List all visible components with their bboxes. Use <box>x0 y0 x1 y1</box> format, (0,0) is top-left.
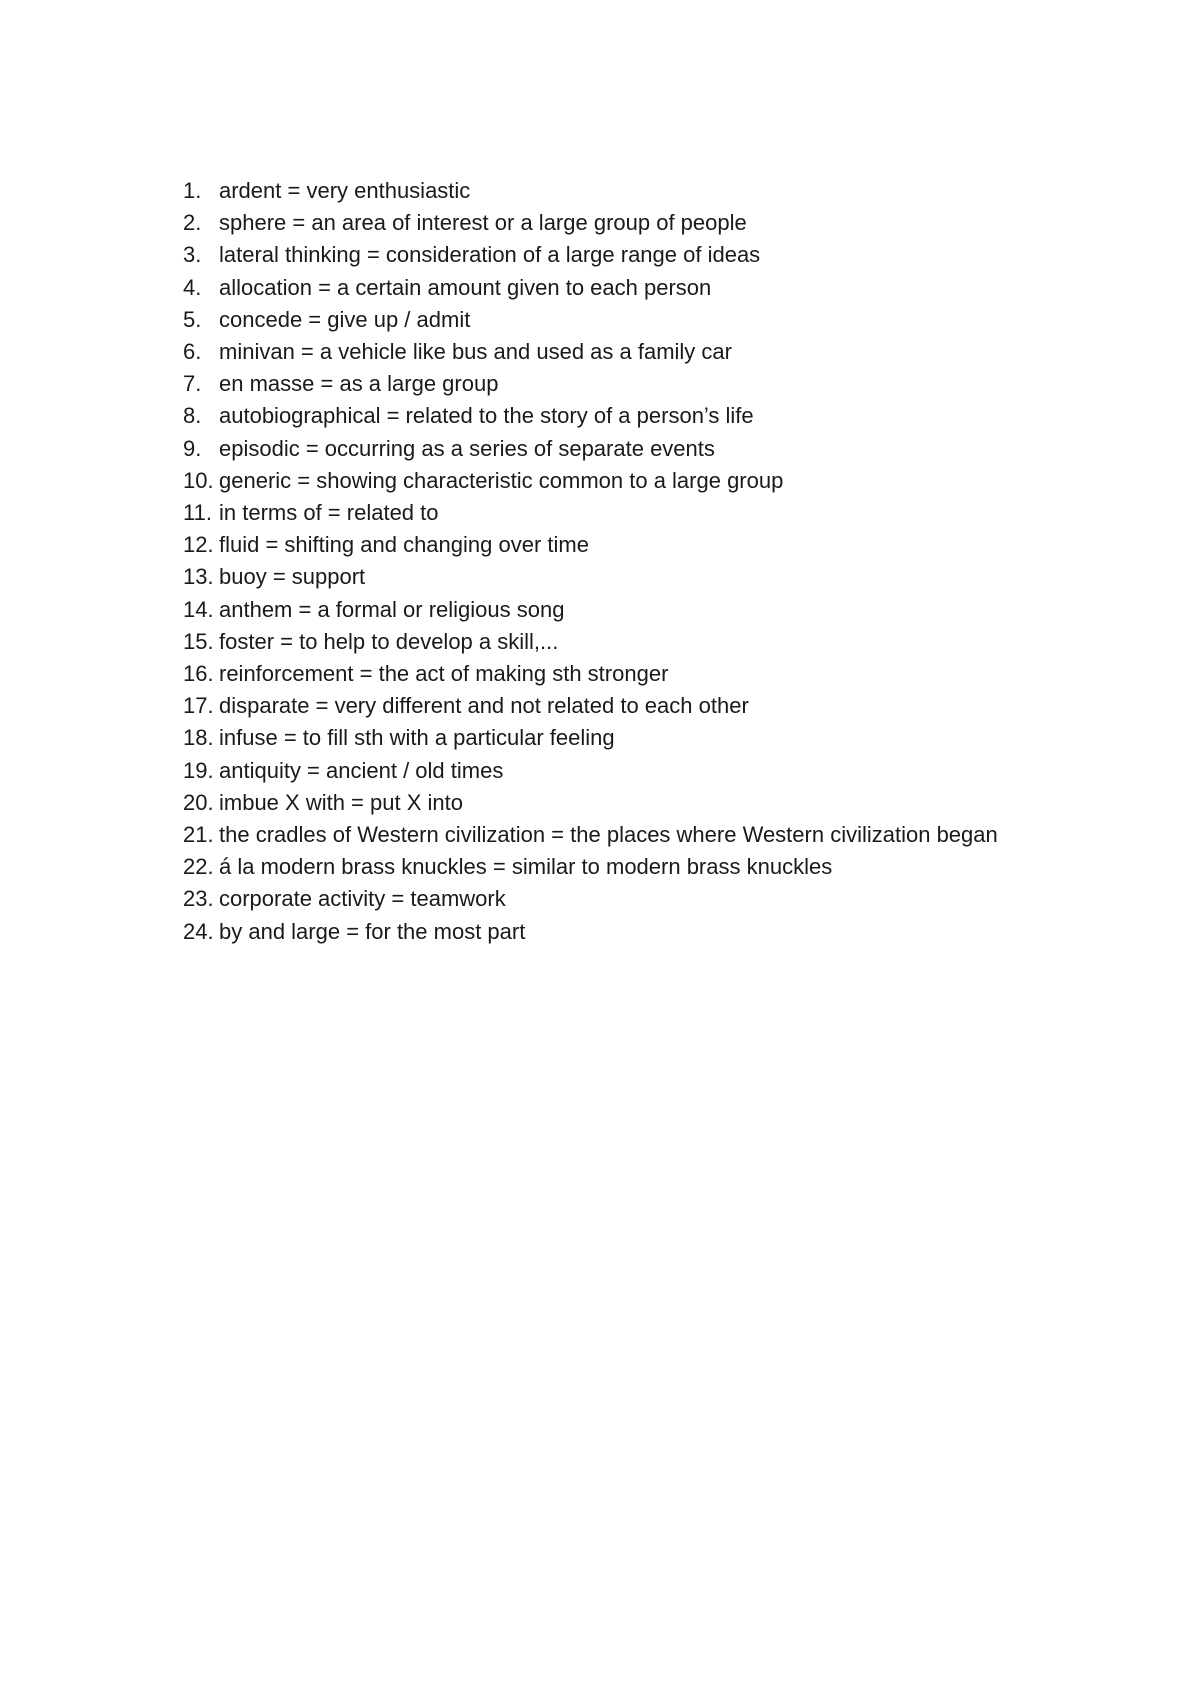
vocabulary-list <box>183 175 1063 948</box>
item-text: the cradles of Western civilization = the places where Western civilization began <box>219 822 998 848</box>
item-number: 7. <box>183 371 202 397</box>
item-text: reinforcement = the act of making sth stronger <box>219 661 669 687</box>
list-item <box>183 819 1063 851</box>
item-text: minivan = a vehicle like bus and used as a family car <box>219 339 732 365</box>
item-text: á la modern brass knuckles = similar to modern brass knuckles <box>219 854 833 880</box>
item-number: 17. <box>183 693 214 719</box>
item-text: autobiographical = related to the story of a person’s life <box>219 403 754 429</box>
item-text: en masse = as a large group <box>219 371 499 397</box>
item-text: corporate activity = teamwork <box>219 886 506 912</box>
list-item <box>183 207 1063 239</box>
list-item <box>183 433 1063 465</box>
list-item <box>183 851 1063 883</box>
item-text: concede = give up / admit <box>219 306 471 332</box>
item-number: 2. <box>183 210 202 236</box>
item-number: 3. <box>183 242 202 268</box>
item-text: imbue X with = put X into <box>219 789 463 815</box>
list-item <box>183 755 1063 787</box>
list-item <box>183 368 1063 400</box>
list-item <box>183 304 1063 336</box>
item-number: 19. <box>183 757 214 783</box>
list-item <box>183 787 1063 819</box>
list-item <box>183 497 1063 529</box>
list-item <box>183 400 1063 432</box>
list-item <box>183 916 1063 948</box>
item-number: 1. <box>183 178 202 203</box>
item-text: foster = to help to develop a skill,... <box>219 628 559 654</box>
list-item <box>183 883 1063 915</box>
item-number: 11. <box>183 500 212 526</box>
item-number: 20. <box>183 789 214 815</box>
item-number: 5. <box>183 306 202 332</box>
list-item <box>183 336 1063 368</box>
item-number: 10. <box>183 467 214 493</box>
list-item <box>183 690 1063 722</box>
list-item <box>183 239 1063 271</box>
item-number: 22. <box>183 854 214 880</box>
list-item <box>183 626 1063 658</box>
item-number: 18. <box>183 725 214 751</box>
item-number: 23. <box>183 886 214 912</box>
item-text: buoy = support <box>219 564 366 590</box>
item-text: infuse = to fill sth with a particular feeling <box>219 725 615 751</box>
item-text: disparate = very different and not related to each other <box>219 693 749 719</box>
list-item <box>183 594 1063 626</box>
list-item <box>183 175 1063 207</box>
item-text: anthem = a formal or religious song <box>219 596 565 622</box>
item-text: generic = showing characteristic common to a large group <box>219 467 784 493</box>
item-text: lateral thinking = consideration of a large range of ideas <box>219 242 761 268</box>
item-text: in terms of = related to <box>219 500 439 526</box>
item-number: 6. <box>183 339 202 365</box>
item-text: by and large = for the most part <box>219 918 526 944</box>
list-item <box>183 272 1063 304</box>
item-number: 9. <box>183 435 202 461</box>
item-number: 12. <box>183 532 214 558</box>
item-text: ardent = very enthusiastic <box>219 178 471 203</box>
item-number: 4. <box>183 274 202 300</box>
list-item <box>183 465 1063 497</box>
item-number: 24. <box>183 918 214 944</box>
item-text: episodic = occurring as a series of separate events <box>219 435 715 461</box>
item-text: sphere = an area of interest or a large group of people <box>219 210 747 236</box>
list-item <box>183 722 1063 754</box>
item-number: 16. <box>183 661 214 687</box>
item-number: 8. <box>183 403 202 429</box>
item-number: 21. <box>183 822 214 848</box>
item-text: antiquity = ancient / old times <box>219 757 504 783</box>
list-item <box>183 529 1063 561</box>
item-number: 15. <box>183 628 214 654</box>
item-number: 14. <box>183 596 214 622</box>
item-text: fluid = shifting and changing over time <box>219 532 589 558</box>
item-number: 13. <box>183 564 214 590</box>
list-item <box>183 658 1063 690</box>
item-text: allocation = a certain amount given to each person <box>219 274 712 300</box>
list-item <box>183 561 1063 593</box>
